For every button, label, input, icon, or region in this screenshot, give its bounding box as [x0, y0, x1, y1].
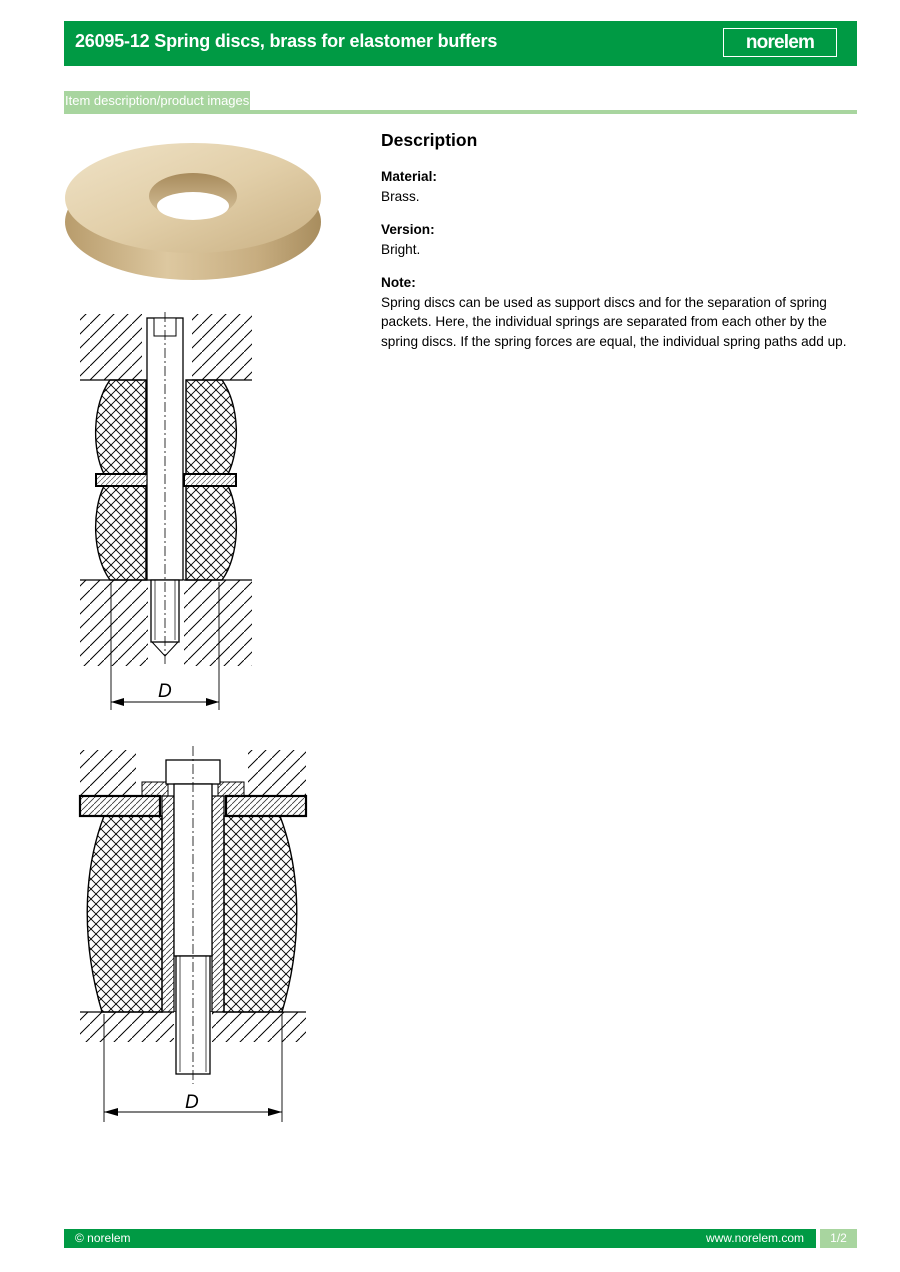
spring-disc-right: [184, 474, 236, 486]
material-label: Material:: [381, 169, 437, 184]
technical-drawing-2: [76, 744, 310, 1126]
page-number: 1/2: [820, 1229, 857, 1248]
logo-text: norelem: [745, 31, 815, 53]
section-tab: Item description/product images: [65, 93, 250, 108]
note-block: [381, 273, 857, 351]
dimension-label-d-2: D: [185, 1092, 199, 1113]
spring-disc-right: [226, 796, 306, 816]
elastomer-upper-left: [96, 380, 146, 474]
footer-copyright: © norelem: [75, 1231, 131, 1245]
top-block-right: [192, 314, 252, 380]
page-title: 26095-12 Spring discs, brass for elastomer buffers: [75, 31, 498, 51]
spring-disc-left: [96, 474, 148, 486]
version-value: Bright.: [381, 241, 421, 257]
version-block: [381, 220, 857, 259]
top-block-right: [248, 750, 306, 796]
header-bar: [64, 21, 857, 66]
version-label: Version:: [381, 222, 435, 237]
product-photo-disc: [64, 130, 322, 290]
section-rule: [64, 110, 857, 114]
material-block: [381, 167, 857, 206]
norelem-logo: [723, 28, 837, 57]
dimension-label-d-1: D: [158, 681, 172, 702]
spring-disc-left: [80, 796, 160, 816]
sleeve-right: [212, 796, 224, 1012]
elastomer-left: [87, 816, 162, 1012]
note-label: Note:: [381, 275, 416, 290]
disc-hole-inner: [157, 192, 229, 220]
footer-website-link[interactable]: www.norelem.com: [705, 1231, 804, 1245]
sleeve-left: [162, 796, 174, 1012]
elastomer-right: [224, 816, 297, 1012]
top-block-left: [80, 750, 136, 796]
technical-drawing-1: [76, 310, 256, 715]
elastomer-lower-left: [96, 486, 146, 580]
footer-bar: [64, 1229, 816, 1248]
elastomer-upper-right: [186, 380, 236, 474]
elastomer-lower-right: [186, 486, 236, 580]
description-panel: [381, 128, 857, 365]
material-value: Brass.: [381, 188, 420, 204]
note-text: Spring discs can be used as support discs and for the separation of spring packets. Here, the individual springs are separated from each other by the spring discs. If the spring forces are equal, the individual spring paths add up.: [381, 294, 847, 349]
top-block-left: [80, 314, 142, 380]
description-heading: Description: [381, 130, 478, 150]
